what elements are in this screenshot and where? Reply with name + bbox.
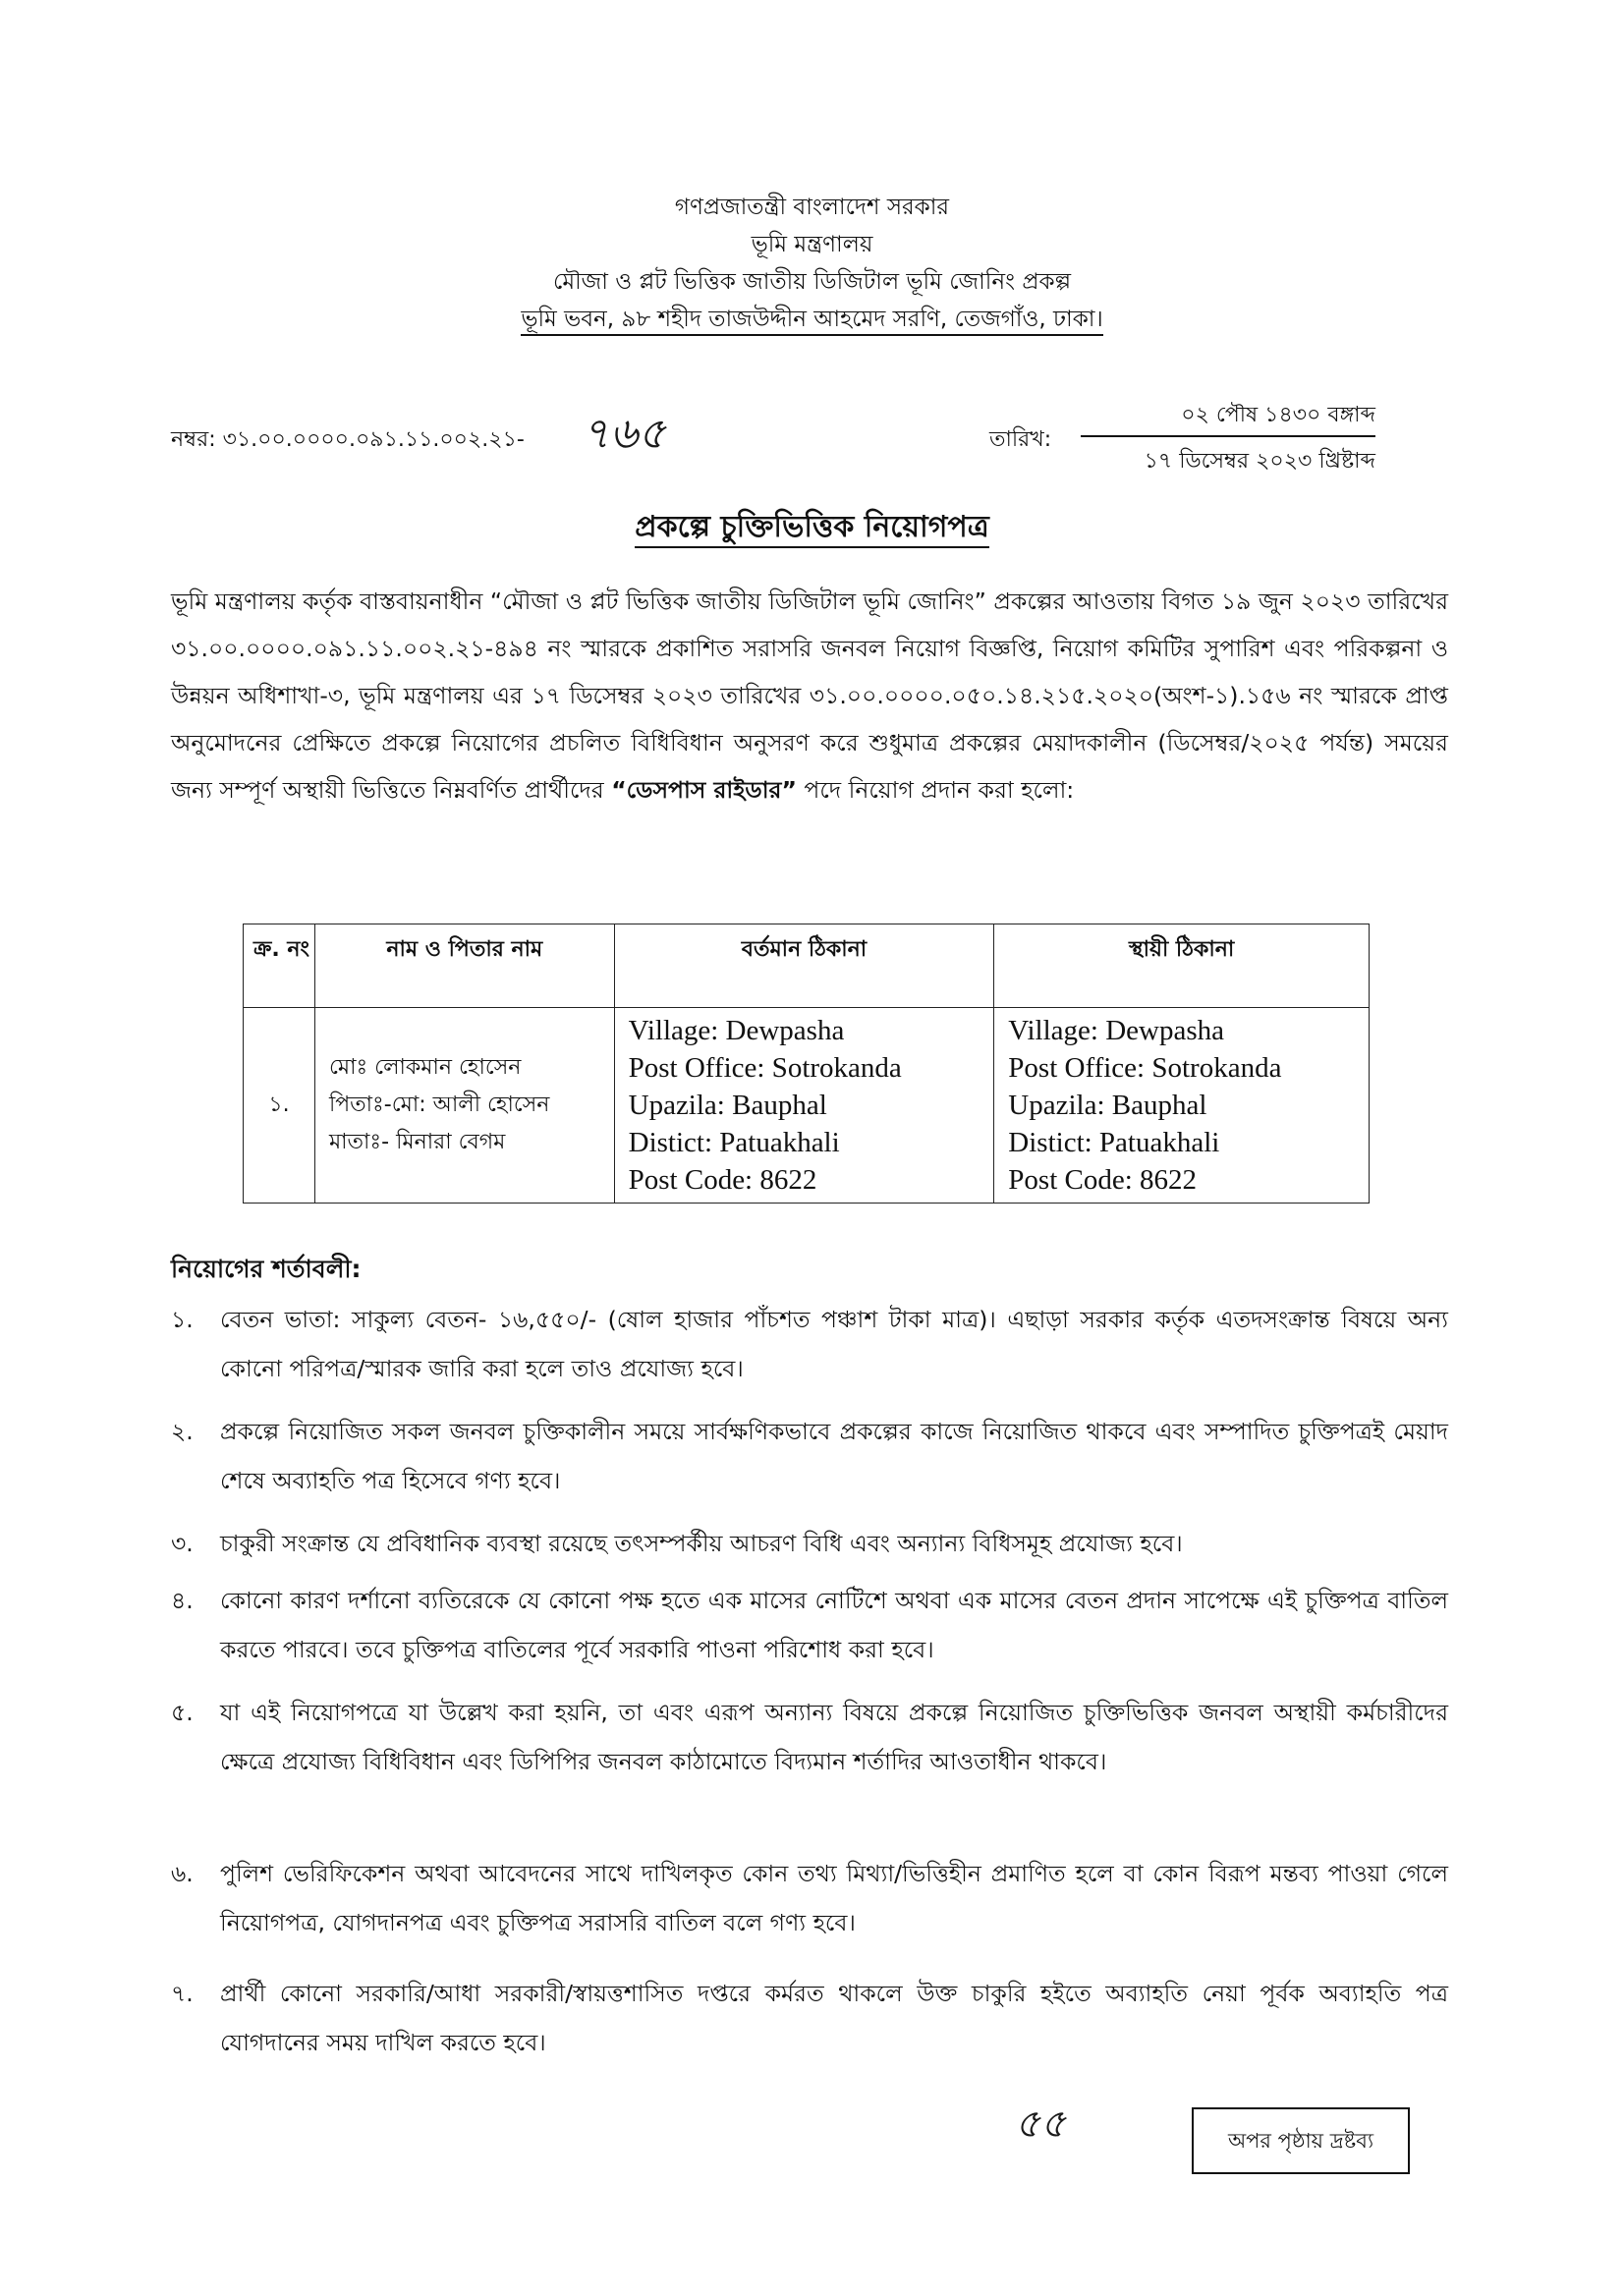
- permanent-post-code: Post Code: 8622: [1008, 1164, 1198, 1196]
- condition-number: ১.: [171, 1306, 194, 1333]
- condition-item: [171, 1407, 1448, 1505]
- condition-text: প্রকল্পে নিয়োজিত সকল জনবল চুক্তিকালীন সময়ে সার্বক্ষণিকভাবে প্রকল্পের কাজে নিয়োজিত থাকবে এবং সম্পাদিত চুক্তিপত্রই মেয়াদ শেষে অব্যাহতি পত্র হিসেবে গণ্য হবে।: [220, 1418, 1448, 1494]
- intro-text-end: পদে নিয়োগ প্রদান করা হলো:: [804, 776, 1075, 804]
- intro-paragraph: [171, 578, 1448, 813]
- project-name: মৌজা ও প্লট ভিত্তিক জাতীয় ডিজিটাল ভূমি জোনিং প্রকল্প: [552, 269, 1071, 295]
- date-bangla: ০২ পৌষ ১৪৩০ বঙ্গাব্দ: [1181, 403, 1375, 427]
- condition-text: চাকুরী সংক্রান্ত যে প্রবিধানিক ব্যবস্থা রয়েছে তৎসম্পর্কীয় আচরণ বিধি এবং অন্যান্য বিধিসমূহ প্রযোজ্য হবে।: [220, 1530, 1183, 1557]
- col-header-serial: ক্র. নং: [244, 924, 315, 1008]
- condition-item: [171, 1295, 1448, 1393]
- condition-number: ৬.: [171, 1860, 194, 1887]
- table-header-row: [244, 924, 1370, 1008]
- present-village: Village: Dewpasha: [628, 1015, 845, 1046]
- col-header-name: নাম ও পিতার নাম: [314, 924, 614, 1008]
- condition-item: [171, 1576, 1448, 1674]
- present-district: Distict: Patuakhali: [628, 1127, 840, 1158]
- date-label: তারিখ:: [989, 427, 1052, 452]
- condition-number: ৩.: [171, 1530, 194, 1557]
- condition-item: [171, 1688, 1448, 1786]
- permanent-upazila: Upazila: Bauphal: [1008, 1090, 1207, 1121]
- condition-number: ৭.: [171, 1980, 194, 2007]
- mother-name: মাতাঃ- মিনারা বেগম: [328, 1130, 506, 1154]
- condition-item: [171, 1969, 1448, 2067]
- table-row: [244, 1008, 1370, 1204]
- letter-title: প্রকল্পে চুক্তিভিত্তিক নিয়োগপত্র: [635, 510, 989, 548]
- col-header-permanent-address: স্থায়ী ঠিকানা: [994, 924, 1370, 1008]
- intro-text: ভূমি মন্ত্রণালয় কর্তৃক বাস্তবায়নাধীন “মৌজা ও প্লট ভিত্তিক জাতীয় ডিজিটাল ভূমি জোনিং” প্রকল্পের আওতায় বিগত ১৯ জুন ২০২৩ তারিখের ৩১.০০.০০০০.০৯১.১১.০০২.২১-৪৯৪ নং স্মারকে প্রকাশিত সরাসরি জনবল নিয়োগ বিজ্ঞপ্তি, নিয়োগ কমিটির সুপারিশ এবং পরিকল্পনা ও উন্নয়ন অধিশাখা-৩, ভূমি মন্ত্রণালয় এর ১৭ ডিসেম্বর ২০২৩ তারিখের ৩১.০০.০০০০.০৫০.১৪.২১৫.২০২০(অংশ-১).১৫৬ নং স্মারকে প্রাপ্ত অনুমোদনের প্রেক্ষিতে প্রকল্পে নিয়োগের প্রচলিত বিধিবিধান অনুসরণ করে শুধুমাত্র প্রকল্পের মেয়াদকালীন (ডিসেম্বর/২০২৫ পর্যন্ত) সময়ের জন্য সম্পূর্ণ অস্থায়ী ভিত্তিতে নিম্নবর্ণিত প্রার্থীদের: [171, 588, 1448, 804]
- appointee-table: [243, 924, 1370, 1204]
- government-name: গণপ্রজাতন্ত্রী বাংলাদেশ সরকার: [674, 195, 950, 220]
- col-header-present-address: বর্তমান ঠিকানা: [614, 924, 994, 1008]
- condition-item: [171, 1519, 1448, 1568]
- conditions-heading: নিয়োগের শর্তাবলী:: [171, 1255, 362, 1283]
- condition-item: [171, 1849, 1448, 1947]
- permanent-village: Village: Dewpasha: [1008, 1015, 1225, 1046]
- memo-number-label: নম্বর: ৩১.০০.০০০০.০৯১.১১.০০২.২১-: [171, 427, 525, 452]
- continued-note-box: অপর পৃষ্ঠায় দ্রষ্টব্য: [1192, 2107, 1410, 2174]
- condition-number: ৫.: [171, 1699, 194, 1726]
- condition-number: ৪.: [171, 1587, 194, 1614]
- signature-initials: ৫৫: [1015, 2101, 1066, 2147]
- memo-number-handwritten: ৭৬৫: [582, 409, 666, 459]
- present-post-code: Post Code: 8622: [628, 1164, 817, 1196]
- serial-cell: ১.: [244, 1008, 315, 1204]
- present-address-cell: [614, 1008, 994, 1204]
- permanent-district: Distict: Patuakhali: [1008, 1127, 1220, 1158]
- date-gregorian: ১৭ ডিসেম্বর ২০২৩ খ্রিষ্টাব্দ: [1144, 449, 1375, 474]
- permanent-post-office: Post Office: Sotrokanda: [1008, 1052, 1282, 1084]
- condition-text: যা এই নিয়োগপত্রে যা উল্লেখ করা হয়নি, তা এবং এরূপ অন্যান্য বিষয়ে প্রকল্পে নিয়োজিত চুক্তিভিত্তিক জনবল অস্থায়ী কর্মচারীদের ক্ষেত্রে প্রযোজ্য বিধিবিধান এবং ডিপিপির জনবল কাঠামোতে বিদ্যমান শর্তাদির আওতাধীন থাকবে।: [220, 1699, 1448, 1775]
- memo-number: [171, 422, 525, 459]
- appointee-name: মোঃ লোকমান হোসেন: [328, 1055, 522, 1080]
- permanent-address-cell: [994, 1008, 1370, 1204]
- condition-number: ২.: [171, 1418, 194, 1445]
- present-upazila: Upazila: Bauphal: [628, 1090, 827, 1121]
- condition-text: বেতন ভাতা: সাকুল্য বেতন- ১৬,৫৫০/- (ষোল হাজার পাঁচশত পঞ্চাশ টাকা মাত্র)। এছাড়া সরকার কর্তৃক এতদসংক্রান্ত বিষয়ে অন্য কোনো পরিপত্র/স্মারক জারি করা হলে তাও প্রযোজ্য হবে।: [220, 1306, 1448, 1382]
- condition-text: কোনো কারণ দর্শানো ব্যতিরেকে যে কোনো পক্ষ হতে এক মাসের নোটিশে অথবা এক মাসের বেতন প্রদান সাপেক্ষে এই চুক্তিপত্র বাতিল করতে পারবে। তবে চুক্তিপত্র বাতিলের পূর্বে সরকারি পাওনা পরিশোধ করা হবে।: [220, 1587, 1448, 1663]
- office-address: ভূমি ভবন, ৯৮ শহীদ তাজউদ্দীন আহমেদ সরণি, তেজগাঁও, ঢাকা।: [521, 307, 1102, 336]
- letterhead: [0, 196, 1624, 331]
- father-name: পিতাঃ-মো: আলী হোসেন: [328, 1092, 550, 1117]
- present-post-office: Post Office: Sotrokanda: [628, 1052, 902, 1084]
- post-name: “ডেসপাস রাইডার”: [611, 776, 797, 804]
- ministry-name: ভূমি মন্ত্রণালয়: [751, 232, 873, 257]
- date-divider: [1081, 435, 1375, 437]
- name-cell: [314, 1008, 614, 1204]
- condition-text: পুলিশ ভেরিফিকেশন অথবা আবেদনের সাথে দাখিলকৃত কোন তথ্য মিথ্যা/ভিত্তিহীন প্রমাণিত হলে বা কোন বিরূপ মন্তব্য পাওয়া গেলে নিয়োগপত্র, যোগদানপত্র এবং চুক্তিপত্র সরাসরি বাতিল বলে গণ্য হবে।: [220, 1860, 1448, 1936]
- condition-text: প্রার্থী কোনো সরকারি/আধা সরকারী/স্বায়ত্তশাসিত দপ্তরে কর্মরত থাকলে উক্ত চাকুরি হইতে অব্যাহতি নেয়া পূর্বক অব্যাহতি পত্র যোগদানের সময় দাখিল করতে হবে।: [220, 1980, 1448, 2056]
